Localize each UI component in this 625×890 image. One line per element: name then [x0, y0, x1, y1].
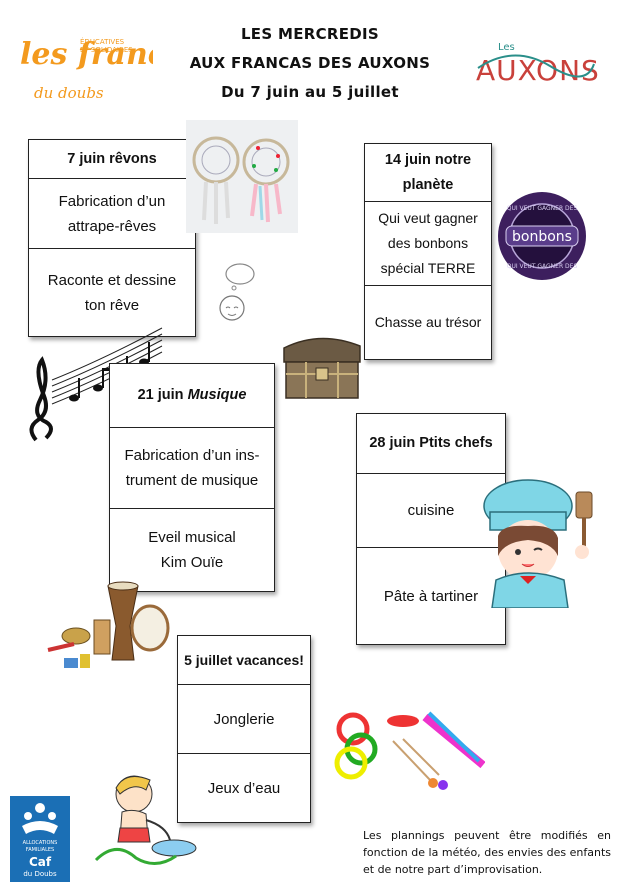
card-jul-5-title: 5 juillet vacances! — [178, 636, 310, 685]
francas-logo-region: du doubs — [34, 84, 104, 102]
card-jun-21-activity-1-line-1: Fabrication d’un ins- — [124, 447, 260, 464]
dreaming-child-icon — [206, 258, 264, 328]
card-jun-14-activity-2: Chasse au trésor — [374, 314, 482, 330]
auxons-logo-main: AUXONS — [476, 54, 598, 87]
card-jun-7-activity-2-line-1: Raconte et dessine — [47, 271, 177, 289]
caf-logo — [10, 796, 70, 882]
francas-logo — [18, 28, 153, 108]
card-jun-14-title-line-1: 14 juin notre — [384, 151, 472, 168]
juggling-props-image — [333, 705, 485, 795]
card-jun-14-activity-1-line-1: Qui veut gagner — [378, 210, 478, 226]
card-jun-21-title-plain: 21 juin — [137, 387, 188, 403]
card-jun-21-activity-1-line-2: trument de musique — [125, 472, 259, 489]
card-jun-7-activity-2-line-2: ton rêve — [84, 296, 140, 314]
bonbons-logo-ring-top: QUI VEUT GAGNER DES — [506, 205, 578, 212]
card-jun-21-activity-2-line-2: Kim Ouïe — [160, 554, 224, 571]
caf-logo-line-3: Caf — [28, 855, 52, 869]
bonbons-logo-label: bonbons — [512, 229, 572, 245]
page-header — [150, 20, 470, 107]
drums-image — [40, 580, 170, 676]
header-line-2: AUX FRANCAS DES AUXONS — [189, 54, 431, 72]
card-jul-5-activity-1: Jonglerie — [178, 685, 310, 754]
card-jun-14-activity-1-line-3: spécial TERRE — [380, 260, 476, 276]
caf-logo-line-1: ALLOCATIONS — [22, 840, 58, 846]
card-jun-14 — [364, 143, 492, 360]
francas-logo-word: les fran — [20, 37, 148, 72]
chef-girl-image — [472, 476, 604, 608]
card-jun-7-activity-1-line-2: attrape-rêves — [67, 217, 157, 235]
caf-logo-line-2: FAMILIALES — [25, 847, 55, 853]
francas-logo-sub1: ÉDUCATIVES — [80, 38, 125, 46]
dreamcatcher-image — [186, 120, 298, 233]
header-line-1: LES MERCREDIS — [240, 25, 380, 43]
card-jun-28-activity-2: Pâte à tartiner — [383, 587, 479, 605]
card-jul-5-activity-2: Jeux d’eau — [207, 779, 281, 797]
card-jun-21-activity-2-line-1: Eveil musical — [148, 529, 236, 546]
bonbons-logo — [496, 190, 588, 282]
auxons-logo — [474, 38, 598, 93]
treasure-chest-icon — [280, 334, 364, 404]
card-jun-14-title-line-2: planète — [402, 176, 454, 193]
card-jun-14-activity-1-line-2: des bonbons — [387, 235, 469, 251]
card-jun-28-title: 28 juin Ptits chefs — [357, 414, 505, 474]
card-jun-7-title: 7 juin rêvons — [29, 140, 195, 179]
header-line-3: Du 7 juin au 5 juillet — [221, 83, 399, 101]
card-jun-21-title — [110, 364, 274, 428]
card-jun-28-activity-1: cuisine — [357, 474, 505, 548]
water-play-child-image — [86, 770, 204, 870]
francas-logo-sub2: ET SOLIDAIRES — [80, 46, 133, 54]
bonbons-logo-ring-bottom: QUI VEUT GAGNER DES — [506, 263, 578, 270]
card-jun-7 — [28, 139, 196, 337]
planning-note: Les plannings peuvent être modifiés en fonction de la météo, des envies des enfants et de notre part d’improvisation. — [363, 829, 611, 876]
card-jun-21 — [109, 363, 275, 592]
caf-logo-line-4: du Doubs — [23, 870, 57, 878]
card-jun-7-activity-1 — [29, 179, 195, 249]
card-jun-7-activity-1-line-1: Fabrication d’un — [58, 192, 166, 210]
card-jun-14-activity-1 — [365, 202, 491, 286]
card-jun-21-title-italic: Musique — [187, 387, 247, 403]
card-jun-21-activity-1 — [110, 428, 274, 509]
card-jun-21-activity-2 — [110, 509, 274, 591]
auxons-logo-small: Les — [498, 42, 515, 53]
card-jun-14-title — [365, 144, 491, 202]
